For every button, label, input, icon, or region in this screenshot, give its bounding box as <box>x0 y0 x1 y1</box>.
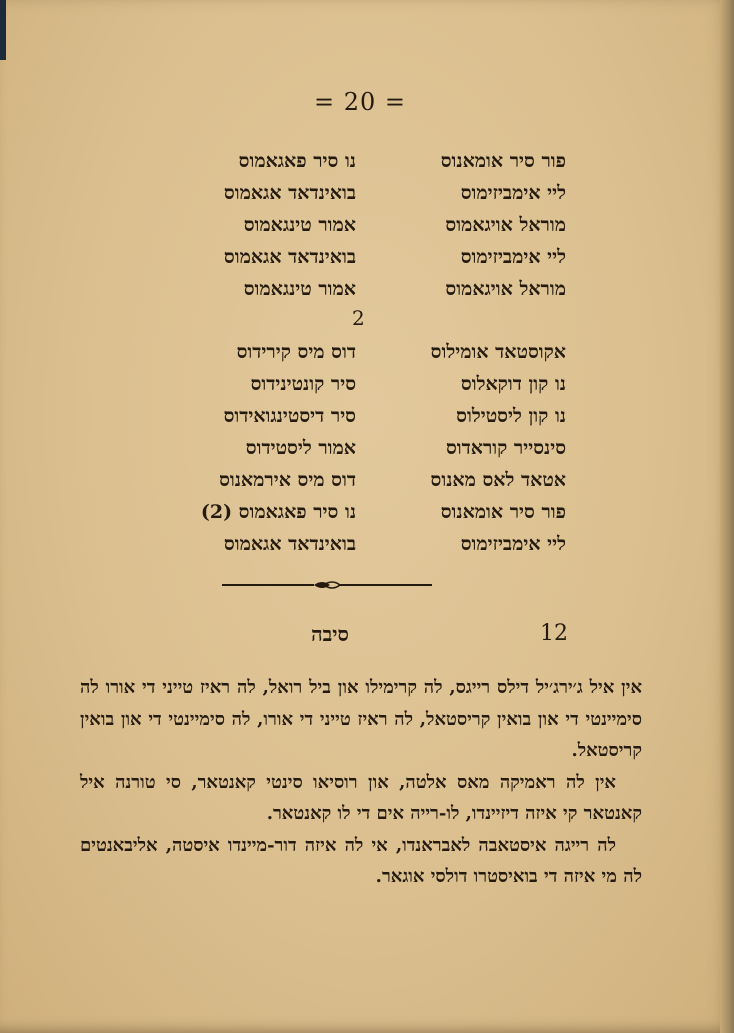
verse-line: נו קון דוקאלוס <box>460 373 566 395</box>
verse-line: אמור ליסטידוס <box>245 437 356 459</box>
binding-edge <box>0 0 6 60</box>
verse-line: נו סיר פאגאמוס (2) <box>200 501 356 523</box>
verse-line: מוראל אויגאמוס <box>445 214 566 236</box>
verse-line: סינסייר קוראדוס <box>445 437 566 459</box>
verse-line: דוס מיס קירידוס <box>236 341 356 363</box>
verse-line: בואינדאד אגאמוס <box>223 533 356 555</box>
ornament-divider <box>222 575 432 595</box>
paragraph: אין איל ג׳ירג׳יל דילס רייגס, לה קרימילו און ביל רואל, לה ראיז טייני די אורו לה סימיינטי די און בואין קריסטאל, לה ראיז טייני די אורו, לה סימיינטי די און בואין קריסטאל. <box>80 677 642 761</box>
page-number: = 20 = <box>313 88 406 116</box>
verse-line: אטאד לאס מאנוס <box>430 469 566 491</box>
stanza-number: 2 <box>352 306 365 330</box>
verse-line: פור סיר אומאנוס <box>440 150 566 172</box>
verse-line: סיר דיסטינגואידוס <box>223 405 356 427</box>
verse-line: פור סיר אומאנוס <box>440 501 566 523</box>
verse-line: סיר קונטינידוס <box>250 373 356 395</box>
section-title: סיבה <box>311 622 349 646</box>
verse-line: אקוסטאד אומילוס <box>430 341 566 363</box>
paragraph: לה רייגה איסטאבה לאבראנדו, אי לה איזה דור-מיינדו איסטה, אליבאנטים לה מי איזה די בואיסטרו דולסי אוגאר. <box>80 834 642 887</box>
verse-line: נו קון ליסטילוס <box>456 405 566 427</box>
verse-line: בואינדאד אגאמוס <box>223 182 356 204</box>
stanza-2-right-column <box>431 336 566 560</box>
verse-line: אמור טינגאמוס <box>243 214 356 236</box>
prose-body <box>80 672 642 893</box>
verse-line: ליי אימביזימוס <box>460 246 566 268</box>
verse-line: ליי אימביזימוס <box>460 533 566 555</box>
stanza-1-left-column <box>224 145 356 305</box>
section-number: 12 <box>540 621 568 646</box>
verse-line: נו סיר פאגאמוס <box>238 150 356 172</box>
verse-line: מוראל אויגאמוס <box>445 278 566 300</box>
verse-line: דוס מיס אירמאנוס <box>219 469 356 491</box>
page-edge <box>720 0 734 1033</box>
stanza-2-left-column <box>201 336 356 560</box>
verse-line: ליי אימביזימוס <box>460 182 566 204</box>
paragraph: אין לה ראמיקה מאס אלטה, און רוסיאו סינטי קאנטאר, סי טורנה איל קאנטאר קי איזה דיזיינדו, לו-רייה אים די לו קאנטאר. <box>80 771 642 824</box>
stanza-1-right-column <box>441 145 566 305</box>
verse-line: אמור טינגאמוס <box>243 278 356 300</box>
verse-line: בואינדאד אגאמוס <box>223 246 356 268</box>
